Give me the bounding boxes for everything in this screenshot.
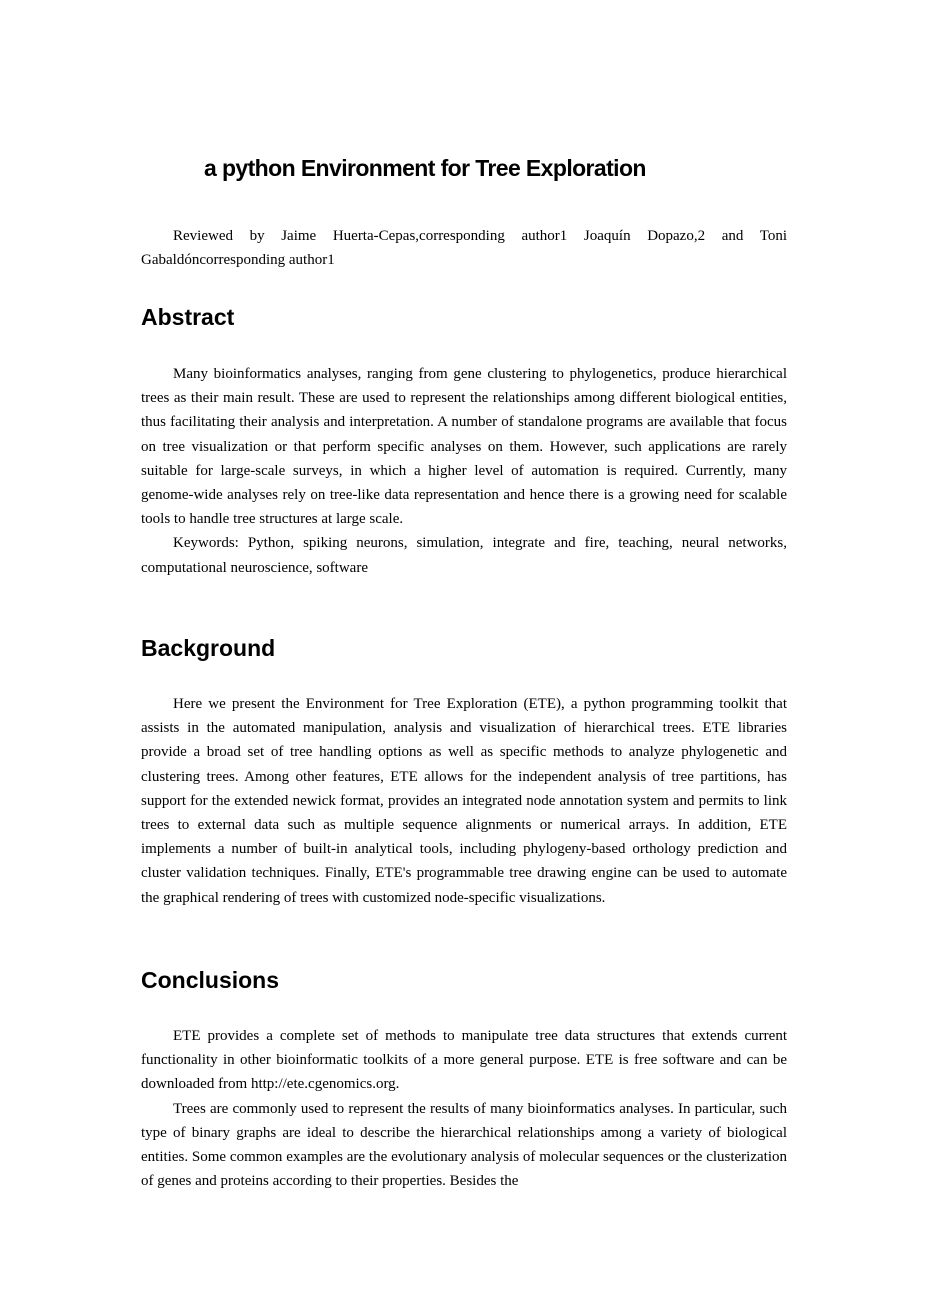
conclusions-paragraph: ETE provides a complete set of methods to manipulate tree data structures that extends current functionality in other bioinformatic toolkits of a more general purpose. ETE is free software and can be downloaded from http://ete.cgenomics.org. — [141, 1028, 787, 1093]
abstract-heading: Abstract — [141, 304, 235, 330]
author-line: Reviewed by Jaime Huerta-Cepas,corresponding author1 Joaquín Dopazo,2 and Toni Gabaldóncorresponding author1 — [141, 228, 787, 269]
conclusions-heading-block — [141, 965, 787, 995]
author-line-block — [141, 224, 787, 272]
background-body — [141, 692, 787, 910]
abstract-body — [141, 362, 787, 580]
background-heading-block — [141, 633, 787, 663]
paper-title: a python Environment for Tree Exploration — [204, 155, 646, 181]
keywords-paragraph: Keywords: Python, spiking neurons, simulation, integrate and fire, teaching, neural networks, computational neuroscience, software — [141, 535, 787, 576]
conclusions-heading: Conclusions — [141, 967, 280, 993]
background-heading: Background — [141, 635, 276, 661]
background-paragraph: Here we present the Environment for Tree Exploration (ETE), a python programming toolkit that assists in the automated manipulation, analysis and visualization of hierarchical trees. ETE libraries provide a broad set of tree handling options as well as specific methods to analyze phylogenetic and clustering trees. Among other features, ETE allows for the independent analysis of tree partitions, has support for the extended newick format, provides an integrated node annotation system and permits to link trees to external data such as multiple sequence alignments or numerical arrays. In addition, ETE implements a number of built-in analytical tools, including phylogeny-based orthology prediction and cluster validation techniques. Finally, ETE's programmable tree drawing engine can be used to automate the graphical rendering of trees with customized node-specific visualizations. — [141, 696, 787, 906]
conclusions-body — [141, 1024, 787, 1193]
abstract-paragraph: Many bioinformatics analyses, ranging from gene clustering to phylogenetics, produce hierarchical trees as their main result. These are used to represent the relationships among different biological entities, thus facilitating their analysis and interpretation. A number of standalone programs are available that focus on tree visualization or that perform specific analyses on them. However, such applications are rarely suitable for large-scale surveys, in which a higher level of automation is required. Currently, many genome-wide analyses rely on tree-like data representation and hence there is a growing need for scalable tools to handle tree structures at large scale. — [141, 366, 787, 528]
abstract-heading-block — [141, 302, 787, 332]
trees-paragraph: Trees are commonly used to represent the results of many bioinformatics analyses. In particular, such type of binary graphs are ideal to describe the hierarchical relationships among a variety of biological entities. Some common examples are the evolutionary analysis of molecular sequences or the clusterization of genes and proteins according to their properties. Besides the — [141, 1100, 787, 1190]
